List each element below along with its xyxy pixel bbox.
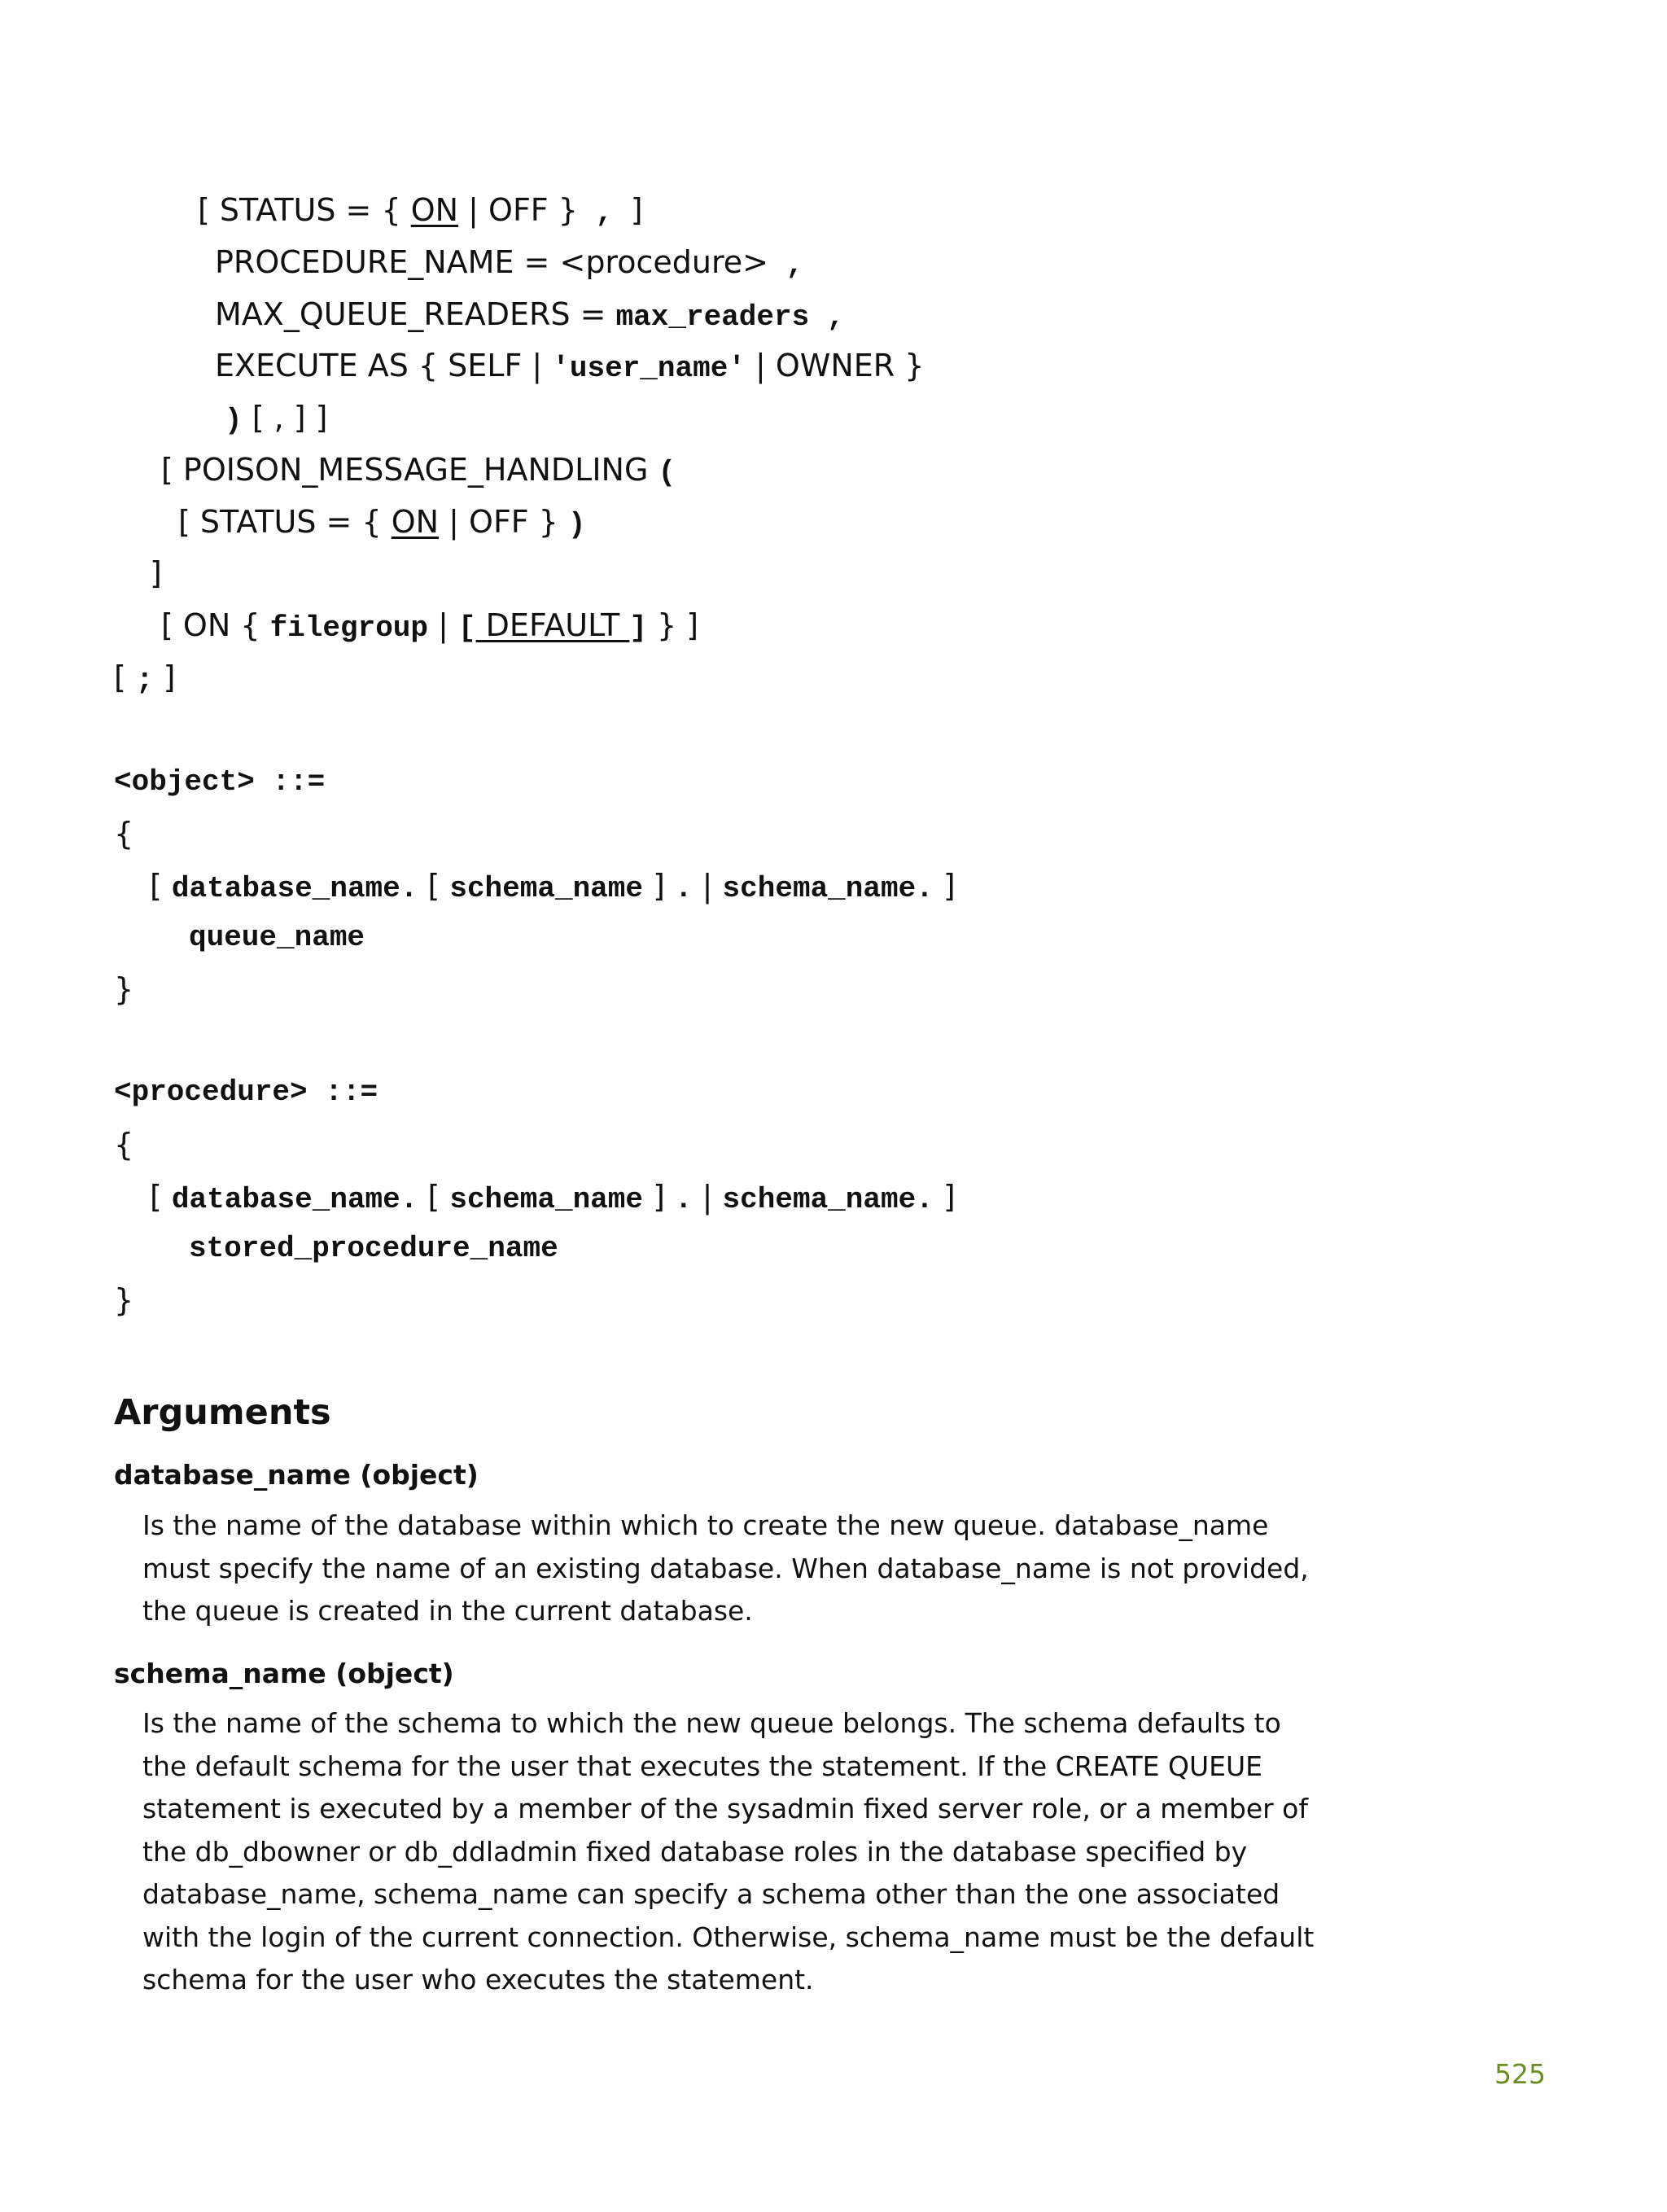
procedure-qualifier-line [150,1177,956,1220]
argument-term-schema-name: schema_name (object) [114,1658,454,1689]
syntax-on-filegroup-line [161,606,698,648]
syntax-code: ; [135,664,154,697]
syntax-code: ) [225,404,243,437]
object-open-brace: { [114,816,134,852]
syntax-text: | OFF } [439,504,568,540]
syntax-code: 'user_name' [552,352,746,385]
syntax-text: | OFF } [458,192,578,228]
syntax-code: schema_name. [722,1183,934,1216]
syntax-code: schema_name [449,872,643,905]
arguments-heading: Arguments [114,1392,331,1433]
object-queue-name: queue_name [189,921,365,954]
object-close-brace: } [114,971,134,1007]
default-on-option: ON [391,504,440,540]
syntax-max-readers-line [215,295,844,337]
syntax-code: ( [658,456,676,489]
syntax-code: ] [629,611,647,645]
default-keyword: DEFAULT [475,607,630,643]
syntax-execute-as-line [215,346,924,388]
syntax-text: PROCEDURE_NAME = <procedure> [215,244,768,280]
syntax-code: ) [568,508,586,541]
syntax-code: filegroup [269,611,429,645]
syntax-text: [ [150,1179,172,1215]
syntax-text: ] [150,555,162,591]
syntax-code: schema_name. [722,872,934,905]
procedure-definition-head: <procedure> ::= [114,1075,378,1109]
syntax-text: | [692,1179,723,1215]
default-on-option: ON [410,192,459,228]
syntax-text: [ ON { [161,607,270,643]
syntax-text: MAX_QUEUE_READERS = [215,296,616,332]
syntax-code: , [577,196,631,230]
page-number: 525 [1494,2058,1546,2090]
procedure-open-brace: { [114,1127,134,1163]
syntax-text: ] [642,868,675,904]
syntax-code: database_name. [171,1183,418,1216]
syntax-code: . [674,1183,693,1216]
argument-description-database-name: Is the name of the database within which to create the new queue. database_name must specify the name of an existing database. When database_name is not provided, the queue is created in the current database. [142,1509,1309,1627]
syntax-text: | [428,607,458,643]
syntax-text: EXECUTE AS { SELF | [215,348,553,383]
argument-term-database-name: database_name (object) [114,1459,479,1491]
syntax-status-line [198,191,643,233]
syntax-text: ] [630,192,643,228]
syntax-code: schema_name [449,1183,643,1216]
syntax-code: max_readers , [615,300,845,334]
syntax-code: database_name. [171,872,418,905]
syntax-code: . [674,872,693,905]
syntax-close-paren-line [225,398,327,440]
syntax-text: [ , ] ] [242,400,328,436]
syntax-text: | [692,868,723,904]
syntax-text: } ] [646,607,699,643]
syntax-text: [ [114,659,136,695]
syntax-close-bracket-line [150,554,162,593]
syntax-text: [ STATUS = { [178,504,392,540]
procedure-stored-name: stored_procedure_name [189,1232,558,1265]
syntax-text: ] [153,659,176,695]
syntax-procedure-name-line [215,243,803,285]
syntax-text: [ STATUS = { [198,192,411,228]
syntax-text: [ POISON_MESSAGE_HANDLING [161,452,658,488]
object-definition-head: <object> ::= [114,765,326,799]
syntax-terminator-line [114,658,175,700]
syntax-poison-status-line [178,502,586,545]
syntax-text: [ [418,868,450,904]
syntax-text: [ [418,1179,450,1215]
syntax-code: , [768,248,804,282]
syntax-poison-message-line [161,450,676,493]
syntax-text: ] [642,1179,675,1215]
argument-description-schema-name: Is the name of the schema to which the new queue belongs. The schema defaults to the default schema for the user that executes the statement. If the CREATE QUEUE statement is executed by a member of the sysadmin fixed server role, or a member of the db_dbowner or db_ddladmin fixed database roles in the database specified by database_name, schema_name can specify a schema other than the one associated with the login of the current connection. Otherwise, schema_name must be the default schema for the user who executes the statement. [142,1707,1315,1995]
syntax-text: [ [150,868,172,904]
procedure-close-brace: } [114,1282,134,1318]
object-qualifier-line [150,866,956,909]
syntax-text: ] [933,1179,956,1215]
syntax-text: | OWNER } [745,348,925,383]
syntax-text: ] [933,868,956,904]
syntax-code: [ [457,611,476,645]
